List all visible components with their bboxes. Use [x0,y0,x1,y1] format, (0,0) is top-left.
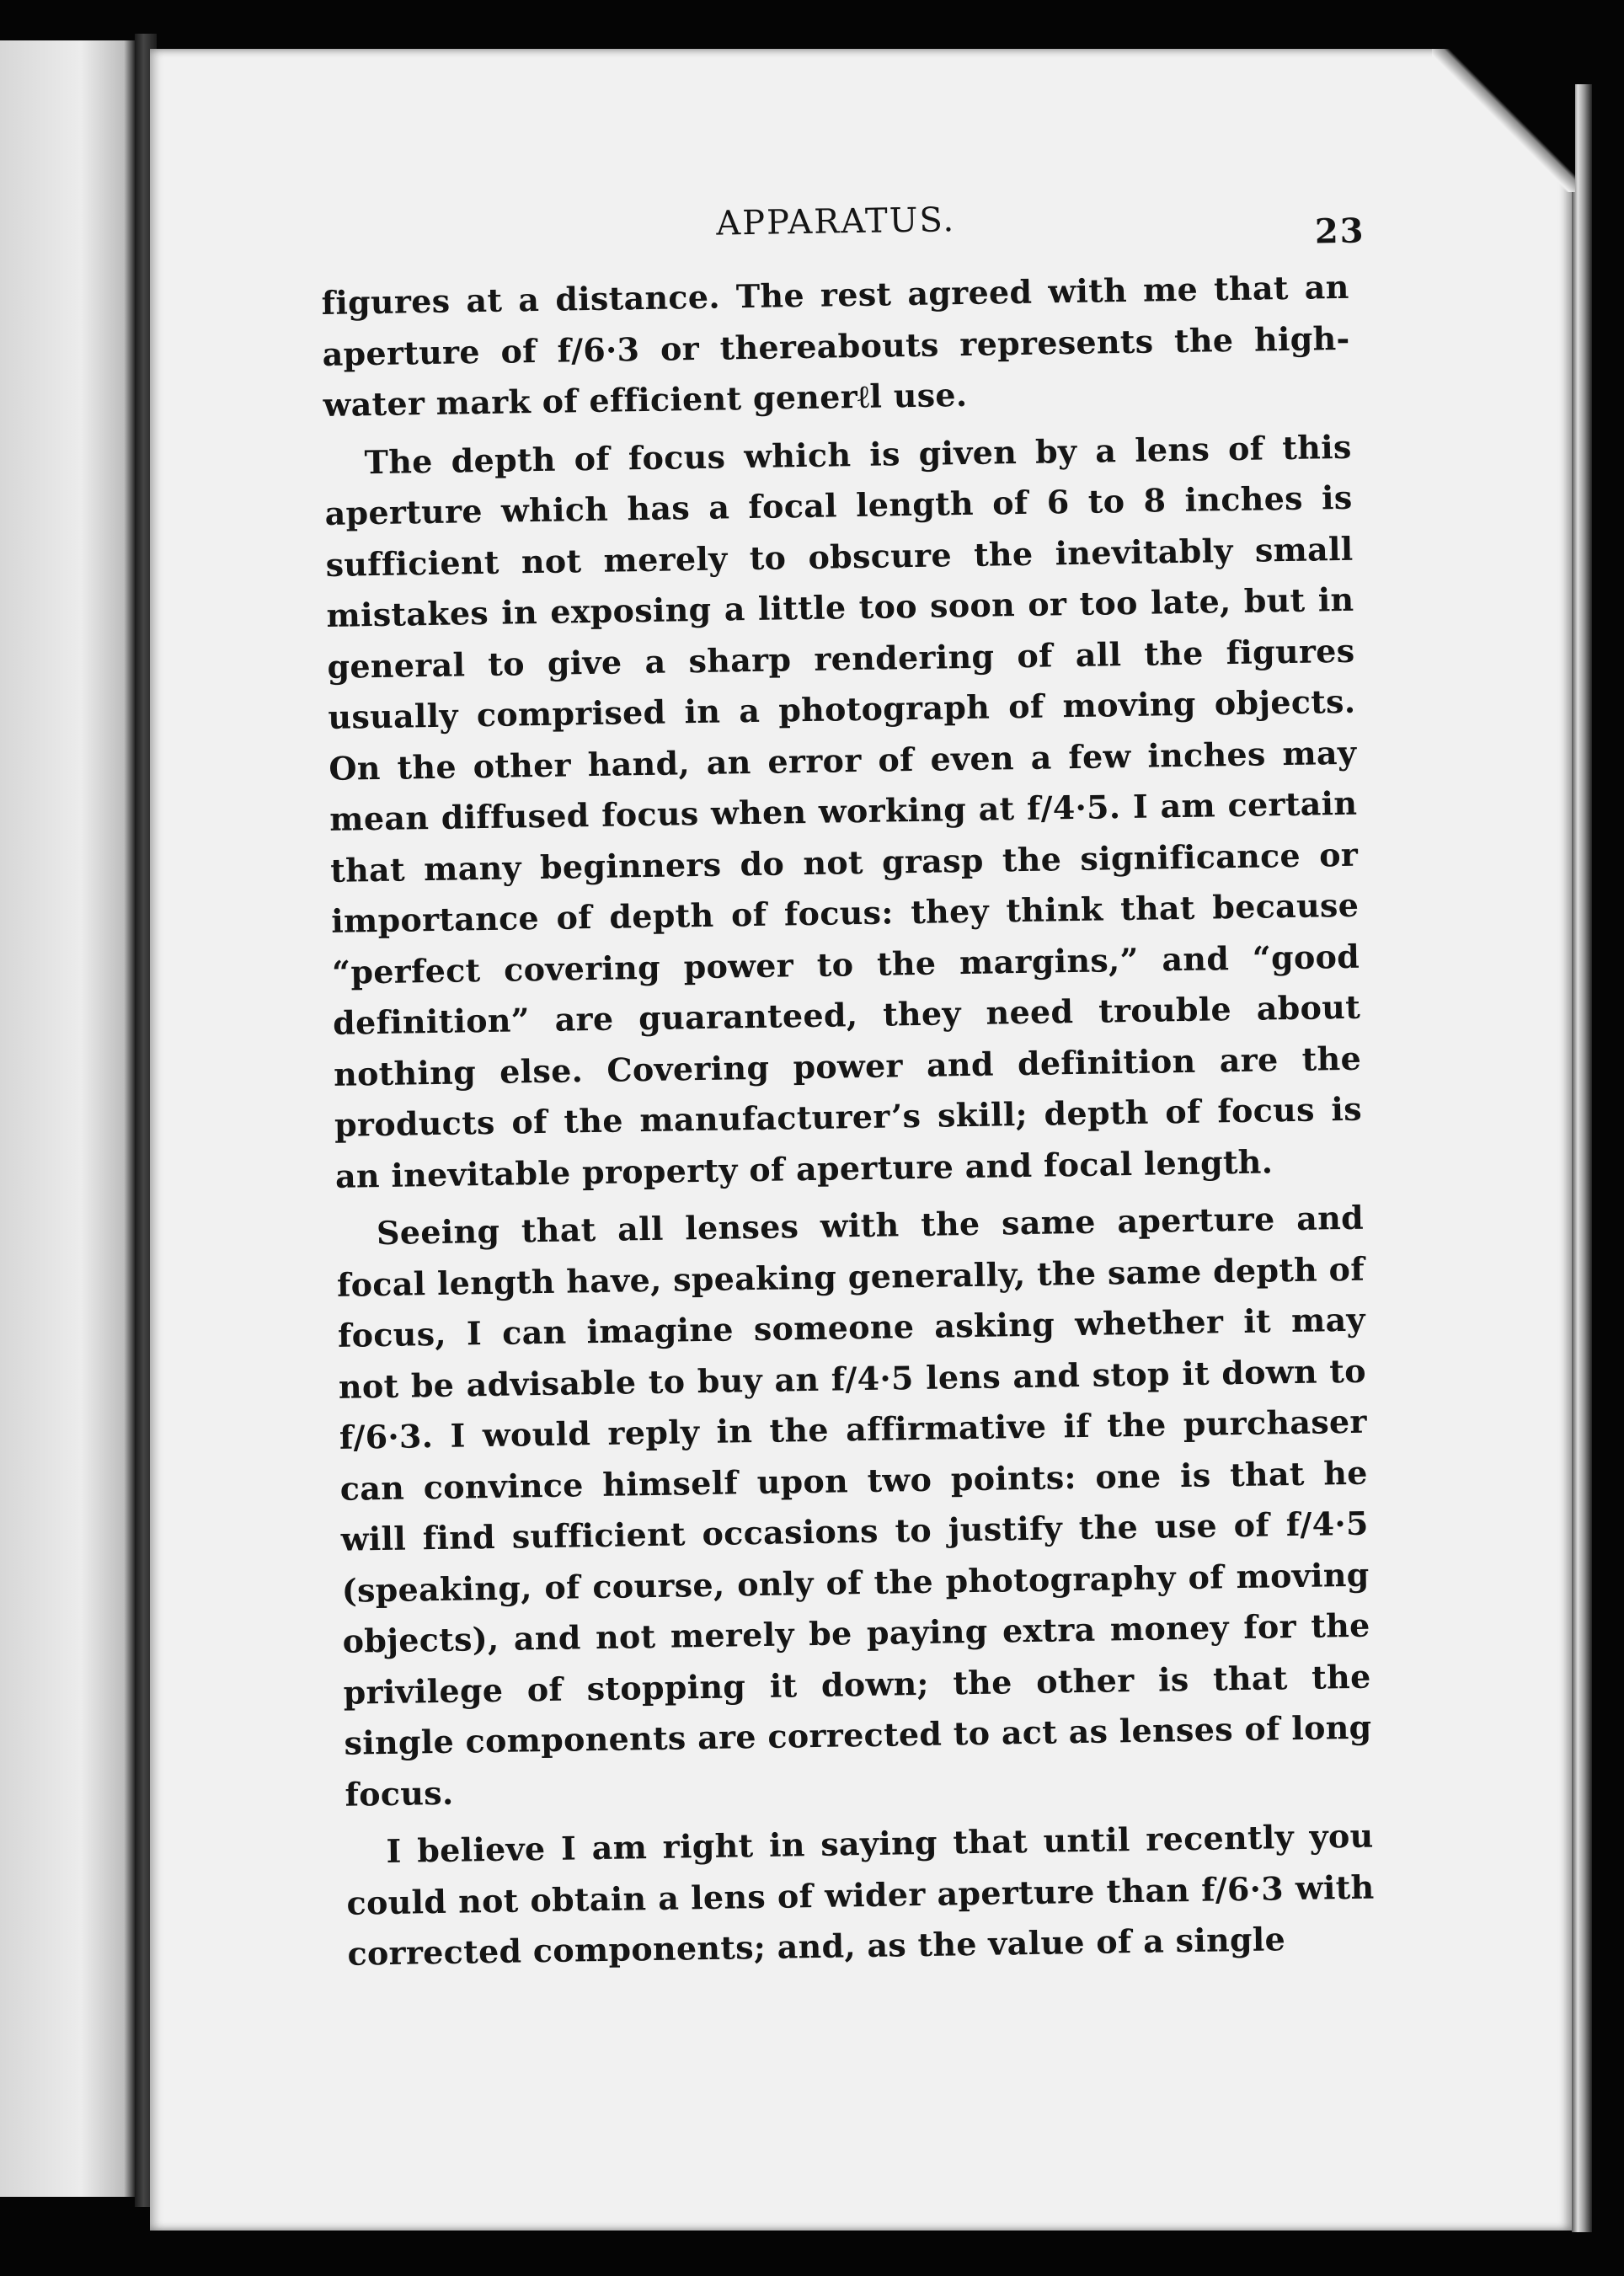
page-corner-fold [1432,49,1575,192]
page-stack-edge [1572,84,1592,2232]
paragraph-1: figures at a distance. The rest agreed with me that an aperture of f/6·3 or thereabouts represents the high-water mark of efficient generℓl use. [321,267,1350,424]
page-number: 23 [1314,211,1365,252]
paragraph-4: I believe I am right in saying that until recently you could not obtain a lens of wider aperture than f/6·3 with corrected components; and, as the value of a single [346,1816,1375,1973]
facing-page-edge [0,40,135,2197]
page-text-block [320,195,1376,1986]
paragraph-2: The depth of focus which is given by a lens of this aperture which has a focal length of 6 to 8 inches is sufficient not merely to obscure the inevitably small mistakes in exposing a little too soon or too late, but in general to give a sharp rendering of all the figures usually comprised in a photograph of moving objects. On the other hand, an error of even a few inches may mean diffused focus when working at f/4·5. I am certain that many beginners do not grasp the significance or importance of depth of focus: they think that because “perfect covering power to the margins,” and “good definition” are guaranteed, they need trouble about nothing else. Covering power and definition are the products of the manufacturer’s skill; depth of focus is an inevitable property of aperture and focal length. [324,427,1363,1195]
paragraph-3: Seeing that all lenses with the same aperture and focal length have, speaking generally, the same depth of focus, I can imagine someone asking whether it may not be advisable to buy an f/4·5 lens and stop it down to f/6·3. I would reply in the affirmative if the purchaser can convince himself upon two points: one is that he will find sufficient occasions to justify the use of f/4·5 (speaking, of course, only of the photography of moving objects), and not merely be paying extra money for the privilege of stopping it down; the other is that the single components are corrected to act as lenses of long focus. [336,1198,1372,1814]
running-head: APPARATUS. [715,200,956,243]
